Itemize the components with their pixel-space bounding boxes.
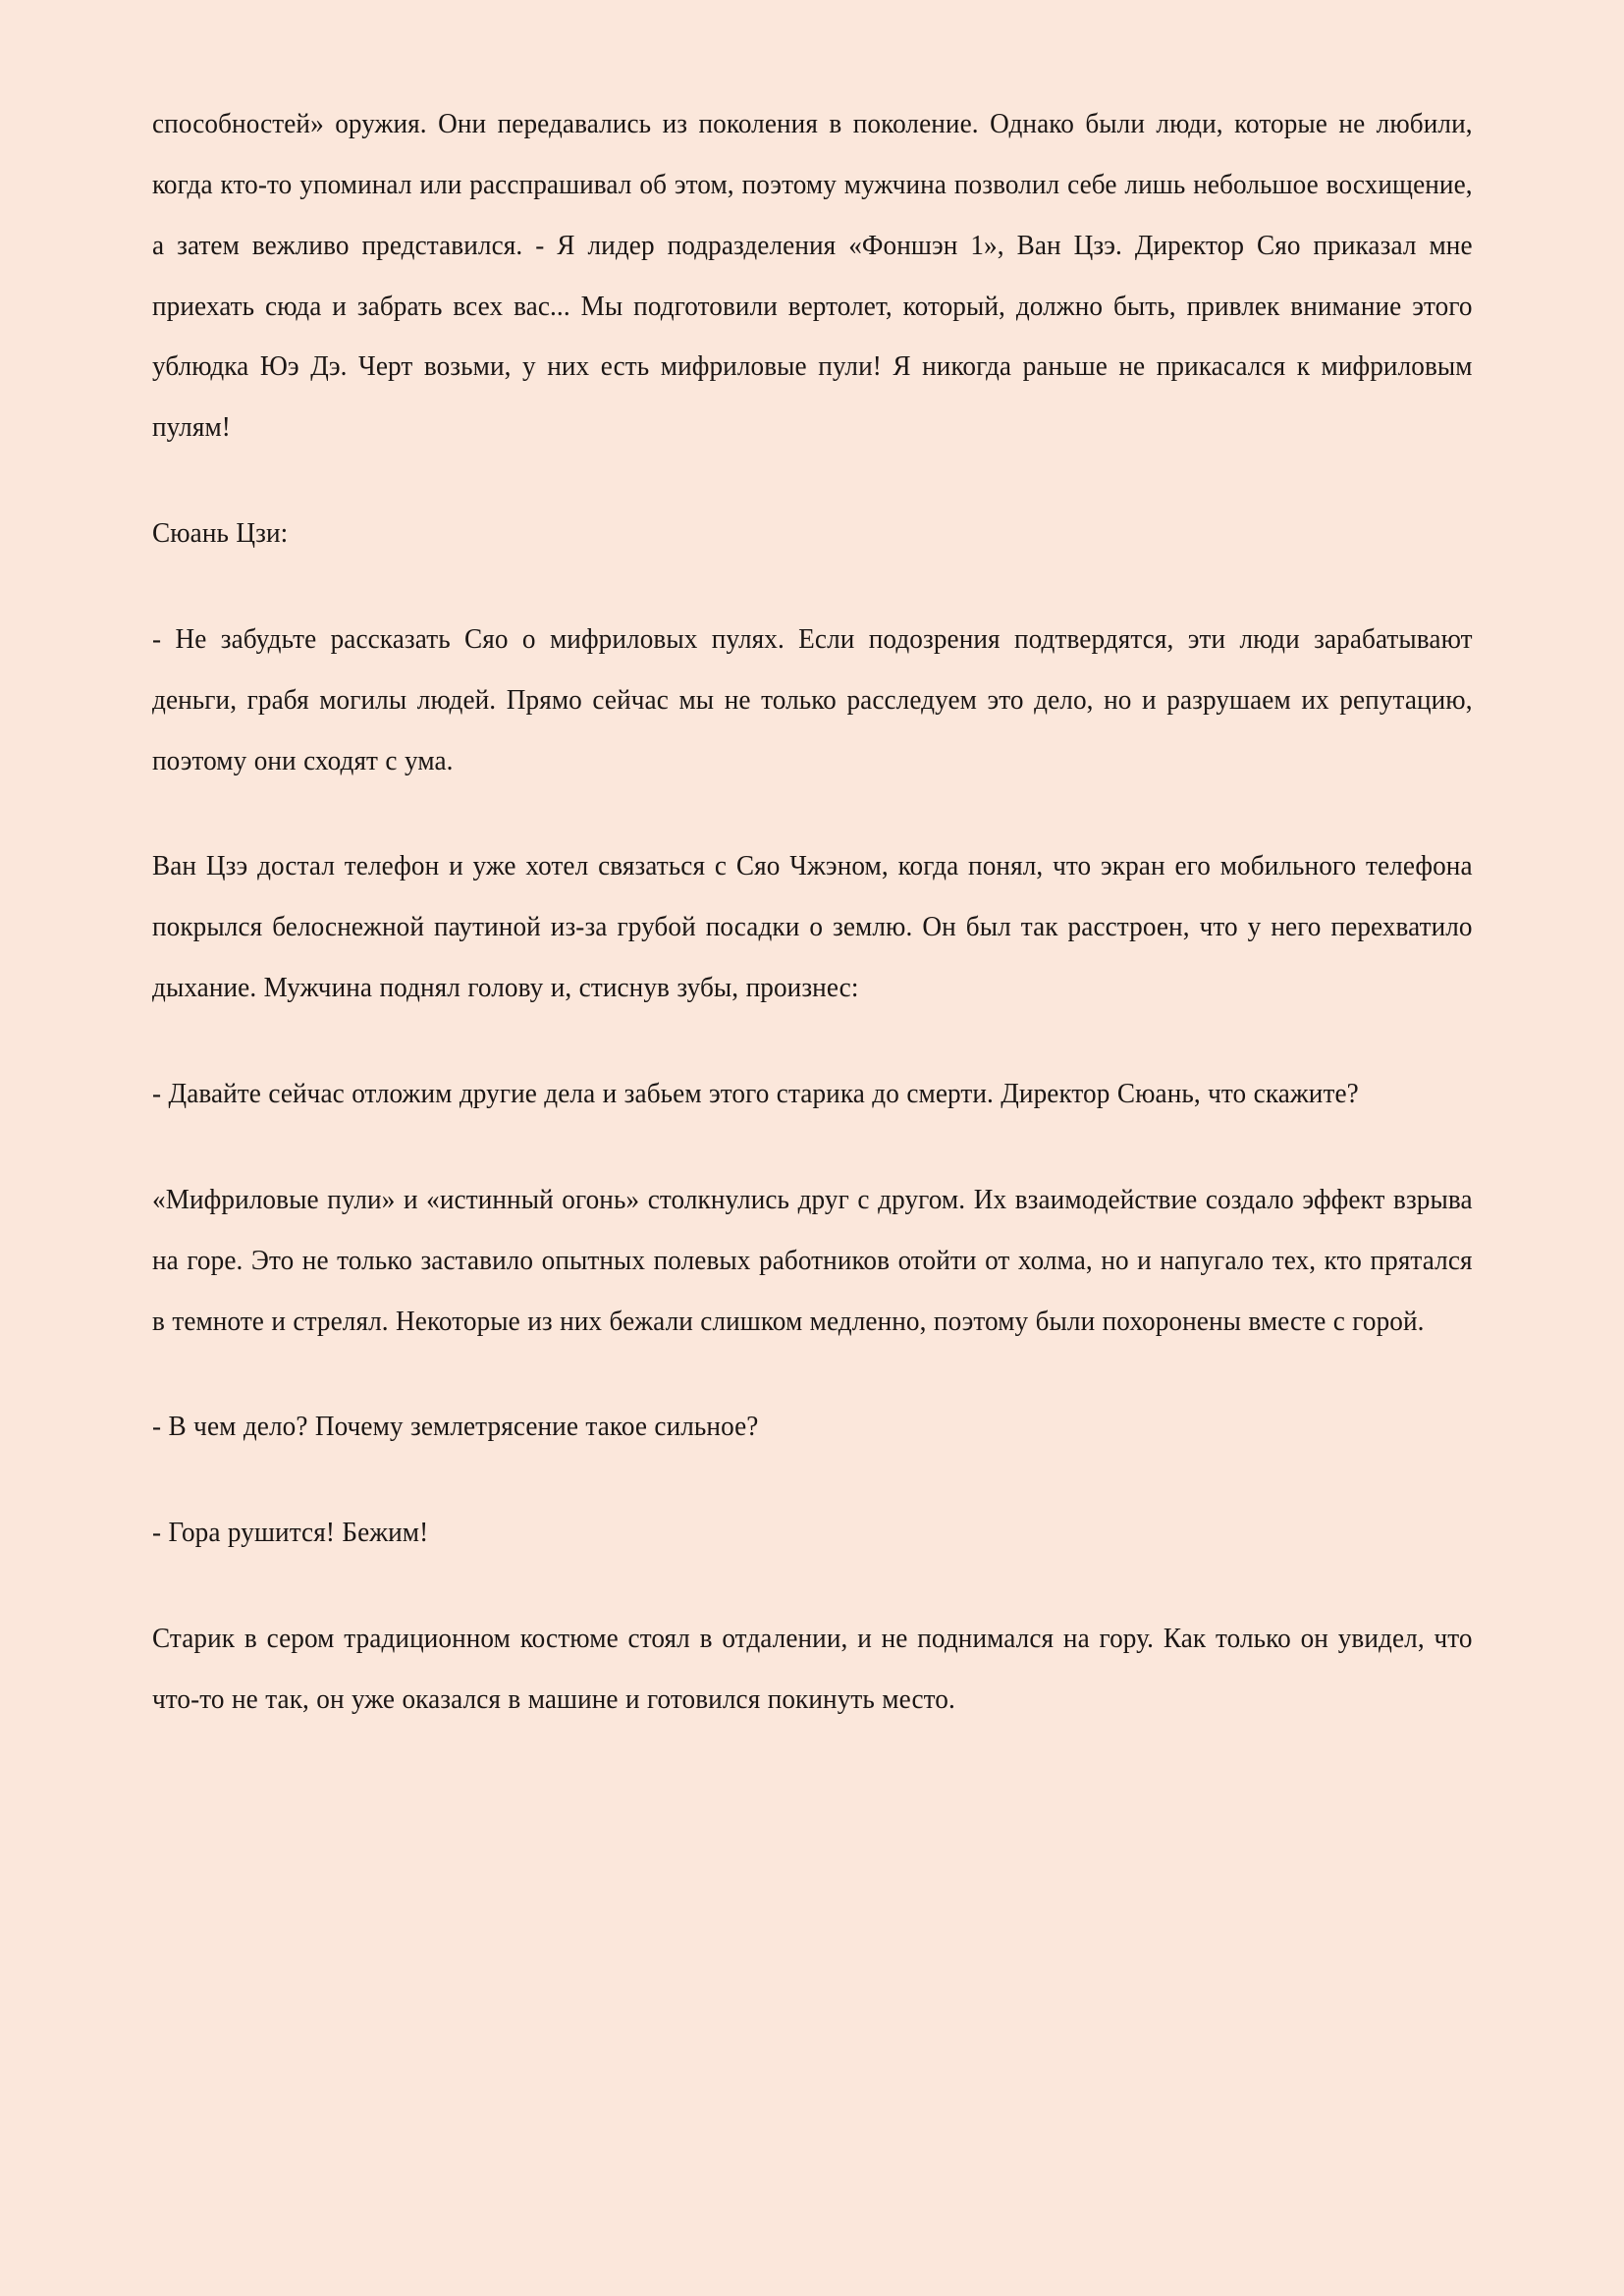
- paragraph-6: «Мифриловые пули» и «истинный огонь» столкнулись друг с другом. Их взаимодействие создало эффект взрыва на горе. Это не только заставило опытных полевых работников отойти от холма, но и напугало тех, кто прятался в темноте и стрелял. Некоторые из них бежали слишком медленно, поэтому были похоронены вместе с горой.: [152, 1184, 1473, 1337]
- paragraph-9: Старик в сером традиционном костюме стоял в отдалении, и не поднимался на гору. Как только он увидел, что что-то не так, он уже оказался в машине и готовился покинуть место.: [152, 1624, 1473, 1715]
- paragraph-5: - Давайте сейчас отложим другие дела и забьем этого старика до смерти. Директор Сюань, что скажите?: [152, 1078, 1359, 1109]
- dialogue-line-1: - В чем дело? Почему землетрясение такое сильное?: [152, 1412, 759, 1443]
- document-body: [152, 94, 1473, 1731]
- paragraph-4: Ван Цзэ достал телефон и уже хотел связаться с Сяо Чжэном, когда понял, что экран его мобильного телефона покрылся белоснежной паутиной из-за грубой посадки о землю. Он был так расстроен, что у него перехватило дыхание. Мужчина поднял голову и, стиснув зубы, произнес:: [152, 851, 1473, 1004]
- paragraph-3: - Не забудьте рассказать Сяо о мифриловых пулях. Если подозрения подтвердятся, эти люди зарабатывают деньги, грабя могилы людей. Прямо сейчас мы не только расследуем это дело, но и разрушаем их репутацию, поэтому они сходят с ума.: [152, 623, 1473, 776]
- dialogue-line-2: - Гора рушится! Бежим!: [152, 1518, 429, 1549]
- speaker-label-xuan-ji: Сюань Цзи:: [152, 518, 289, 550]
- paragraph-1: способностей» оружия. Они передавались из поколения в поколение. Однако были люди, которые не любили, когда кто-то упоминал или расспрашивал об этом, поэтому мужчина позволил себе лишь небольшое восхищение, а затем вежливо представился. - Я лидер подразделения «Фоншэн 1», Ван Цзэ. Директор Сяо приказал мне приехать сюда и забрать всех вас... Мы подготовили вертолет, который, должно быть, привлек внимание этого ублюдка Юэ Дэ. Черт возьми, у них есть мифриловые пули! Я никогда раньше не прикасался к мифриловым пулям!: [152, 109, 1473, 444]
